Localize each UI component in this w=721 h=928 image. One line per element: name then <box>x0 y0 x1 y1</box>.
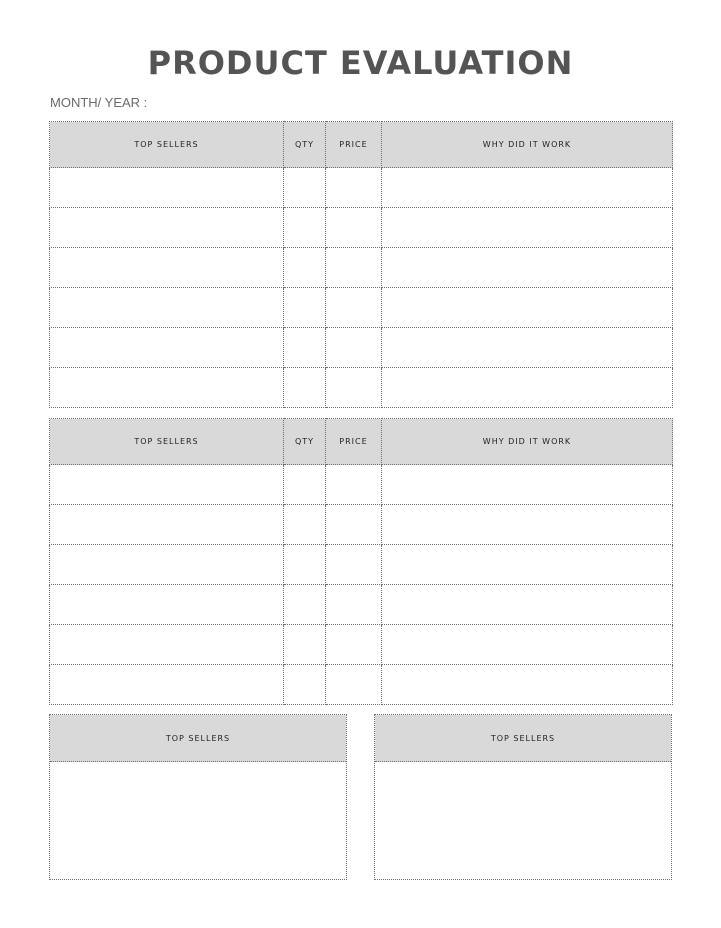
header-why-did-it-work: WHY DID IT WORK <box>382 122 673 168</box>
header-top-sellers: TOP SELLERS <box>50 122 284 168</box>
price-cell[interactable] <box>326 288 382 328</box>
table-body <box>50 168 673 408</box>
price-cell[interactable] <box>326 585 382 625</box>
why-did-it-work-cell[interactable] <box>382 625 673 665</box>
qty-cell[interactable] <box>284 368 326 408</box>
qty-cell[interactable] <box>284 328 326 368</box>
evaluation-table-1 <box>49 121 673 408</box>
why-did-it-work-cell[interactable] <box>382 248 673 288</box>
top-sellers-cell[interactable] <box>50 625 284 665</box>
table-row <box>50 545 673 585</box>
box-writing-area[interactable] <box>50 762 346 879</box>
why-did-it-work-cell[interactable] <box>382 585 673 625</box>
why-did-it-work-cell[interactable] <box>382 368 673 408</box>
qty-cell[interactable] <box>284 545 326 585</box>
top-sellers-cell[interactable] <box>50 168 284 208</box>
qty-cell[interactable] <box>284 625 326 665</box>
table-row <box>50 328 673 368</box>
box-header: TOP SELLERS <box>50 715 346 762</box>
why-did-it-work-cell[interactable] <box>382 665 673 705</box>
table-row <box>50 625 673 665</box>
header-qty: QTY <box>284 122 326 168</box>
why-did-it-work-cell[interactable] <box>382 288 673 328</box>
why-did-it-work-cell[interactable] <box>382 328 673 368</box>
top-sellers-cell[interactable] <box>50 368 284 408</box>
top-sellers-cell[interactable] <box>50 288 284 328</box>
top-sellers-cell[interactable] <box>50 465 284 505</box>
table-row <box>50 465 673 505</box>
top-sellers-box-left <box>49 714 347 880</box>
evaluation-table-2 <box>49 418 673 705</box>
table-row <box>50 505 673 545</box>
price-cell[interactable] <box>326 505 382 545</box>
price-cell[interactable] <box>326 625 382 665</box>
qty-cell[interactable] <box>284 465 326 505</box>
top-sellers-cell[interactable] <box>50 585 284 625</box>
table-header-row <box>50 122 673 168</box>
table-body <box>50 465 673 705</box>
why-did-it-work-cell[interactable] <box>382 465 673 505</box>
qty-cell[interactable] <box>284 665 326 705</box>
month-year-label: MONTH/ YEAR : <box>50 95 148 110</box>
why-did-it-work-cell[interactable] <box>382 545 673 585</box>
top-sellers-cell[interactable] <box>50 505 284 545</box>
table-header-row <box>50 419 673 465</box>
qty-cell[interactable] <box>284 585 326 625</box>
qty-cell[interactable] <box>284 505 326 545</box>
table-row <box>50 248 673 288</box>
qty-cell[interactable] <box>284 288 326 328</box>
table-row <box>50 288 673 328</box>
header-price: PRICE <box>326 122 382 168</box>
table-row <box>50 208 673 248</box>
qty-cell[interactable] <box>284 208 326 248</box>
top-sellers-cell[interactable] <box>50 665 284 705</box>
header-top-sellers: TOP SELLERS <box>50 419 284 465</box>
table-row <box>50 665 673 705</box>
price-cell[interactable] <box>326 368 382 408</box>
price-cell[interactable] <box>326 248 382 288</box>
header-price: PRICE <box>326 419 382 465</box>
qty-cell[interactable] <box>284 168 326 208</box>
header-why-did-it-work: WHY DID IT WORK <box>382 419 673 465</box>
price-cell[interactable] <box>326 328 382 368</box>
top-sellers-box-right <box>374 714 672 880</box>
why-did-it-work-cell[interactable] <box>382 168 673 208</box>
header-qty: QTY <box>284 419 326 465</box>
table-row <box>50 168 673 208</box>
price-cell[interactable] <box>326 208 382 248</box>
table-row <box>50 368 673 408</box>
box-header: TOP SELLERS <box>375 715 671 762</box>
top-sellers-cell[interactable] <box>50 328 284 368</box>
page-title: PRODUCT EVALUATION <box>147 44 574 82</box>
top-sellers-cell[interactable] <box>50 208 284 248</box>
qty-cell[interactable] <box>284 248 326 288</box>
price-cell[interactable] <box>326 665 382 705</box>
box-writing-area[interactable] <box>375 762 671 879</box>
top-sellers-cell[interactable] <box>50 248 284 288</box>
why-did-it-work-cell[interactable] <box>382 505 673 545</box>
price-cell[interactable] <box>326 545 382 585</box>
why-did-it-work-cell[interactable] <box>382 208 673 248</box>
table-row <box>50 585 673 625</box>
price-cell[interactable] <box>326 465 382 505</box>
price-cell[interactable] <box>326 168 382 208</box>
top-sellers-cell[interactable] <box>50 545 284 585</box>
